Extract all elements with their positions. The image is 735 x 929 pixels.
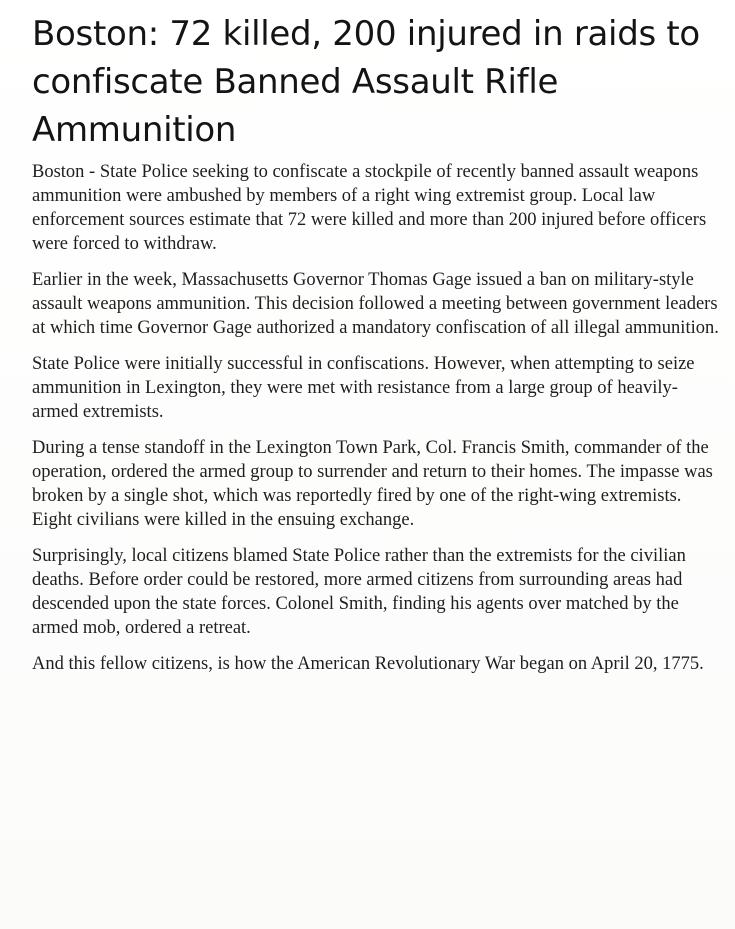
article-headline: Boston: 72 killed, 200 injured in raids to confiscate Banned Assault Rifle Ammunition bbox=[32, 14, 700, 150]
article-paragraph: Boston - State Police seeking to confiscate a stockpile of recently banned assault weapons ammunition were ambushed by members of a right wing extremist group. Local law enforcement sources estimate that 72 were killed and more than 200 injured before officers were forced to withdraw. bbox=[32, 162, 707, 254]
article-paragraph: Earlier in the week, Massachusetts Governor Thomas Gage issued a ban on military-style assault weapons ammunition. This decision followed a meeting between government leaders at which time Governor Gage authorized a mandatory confiscation of all illegal ammunition. bbox=[32, 270, 719, 338]
article-body bbox=[32, 160, 721, 676]
article-paragraph: State Police were initially successful in confiscations. However, when attempting to seize ammunition in Lexington, they were met with resistance from a large group of heavily-armed extremists. bbox=[32, 354, 695, 422]
article-paragraph: Surprisingly, local citizens blamed State Police rather than the extremists for the civilian deaths. Before order could be restored, more armed citizens from surrounding areas had descended upon the state forces. Colonel Smith, finding his agents over matched by the armed mob, ordered a retreat. bbox=[32, 546, 686, 638]
article-paragraph: And this fellow citizens, is how the American Revolutionary War began on April 20, 1775. bbox=[32, 654, 704, 674]
article-paragraph: During a tense standoff in the Lexington Town Park, Col. Francis Smith, commander of the operation, ordered the armed group to surrender and return to their homes. The impasse was broken by a single shot, which was reportedly fired by one of the right-wing extremists. Eight civilians were killed in the ensuing exchange. bbox=[32, 438, 713, 530]
